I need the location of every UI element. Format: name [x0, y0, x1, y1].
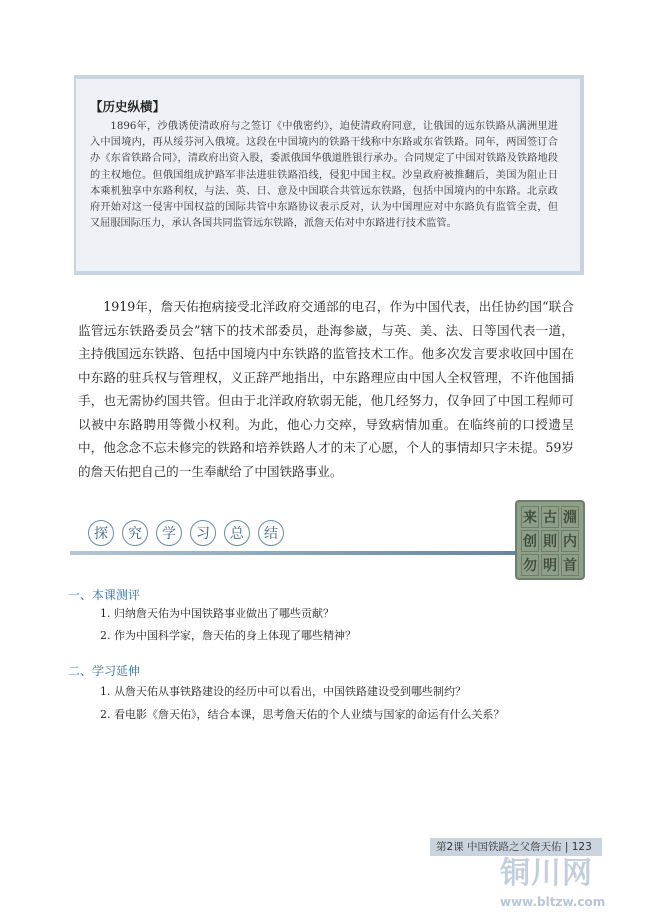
- seal-char: 内: [561, 530, 579, 552]
- banner-line: [70, 551, 570, 555]
- section-heading-extension: 二、学习延伸: [68, 664, 141, 678]
- question-item: 2. 作为中国科学家，詹天佑的身上体现了哪些精神？: [100, 629, 356, 642]
- page-footer: 第2课 中国铁路之父詹天佑 | 123: [436, 841, 592, 853]
- seal-char: 明: [541, 554, 559, 576]
- banner-char: 总: [224, 520, 250, 546]
- banner-char: 探: [88, 520, 114, 546]
- question-item: 1. 从詹天佑从事铁路建设的经历中可以看出，中国铁路建设受到哪些制约？: [100, 685, 466, 698]
- seal-stamp-icon: [515, 500, 585, 580]
- banner-char: 究: [122, 520, 148, 546]
- seal-char: 則: [541, 530, 559, 552]
- question-item: 2. 看电影《詹天佑》，结合本课，思考詹天佑的个人业绩与国家的命运有什么关系？: [100, 708, 505, 721]
- history-sidebox: [74, 75, 584, 275]
- banner-char: 习: [190, 520, 216, 546]
- seal-char: 勿: [521, 554, 539, 576]
- seal-char: 古: [541, 506, 559, 528]
- seal-char: 来: [521, 506, 539, 528]
- watermark-logo: 铜川网: [500, 856, 593, 891]
- question-item: 1. 归纳詹天佑为中国铁路事业做出了哪些贡献？: [100, 607, 334, 620]
- banner-char: 学: [156, 520, 182, 546]
- banner-title: [88, 520, 284, 546]
- seal-char: 首: [561, 554, 579, 576]
- sidebox-text: 1896年，沙俄诱使清政府与之签订《中俄密约》，迫使清政府同意，让俄国的远东铁路从满洲里进入中国境内，再从绥芬河入俄境。这段在中国境内的铁路干线称中东路或东省铁路。同年，两国签订合办《东省铁路合同》，清政府出资入股，委派俄国华俄道胜银行承办。合同规定了中国对铁路及铁路地段的主权地位。但俄国组成护路军非法进驻铁路沿线，侵犯中国主权。沙皇政府被推翻后，美国为阻止日本乘机独享中东路利权，与法、英、日、意及中国联合共管远东铁路，包括中国境内的中东路。北京政府开始对这一侵害中国权益的国际共管中东路协议表示反对，认为中国理应对中东路负有监管全责，但又屈服国际压力，承认各国共同监管远东铁路，派詹天佑对中东路进行技术监管。: [90, 121, 558, 230]
- banner-char: 结: [258, 520, 284, 546]
- main-paragraph: 1919年，詹天佑抱病接受北洋政府交通部的电召，作为中国代表，出任协约国“联合监管远东铁路委员会”辖下的技术部委员，赴海参崴，与英、美、法、日等国代表一道，主持俄国远东铁路、包括中国境内中东铁路的监管技术工作。他多次发言要求收回中国在中东路的驻兵权与管理权，义正辞严地指出，中东路理应由中国人全权管理，不许他国插手，也无需协约国共管。但由于北洋政府软弱无能，他几经努力，仅争回了中国工程师可以被中东路聘用等微小权利。为此，他心力交瘁，导致病情加重。在临终前的口授遗呈中，他念念不忘未修完的铁路和培养铁路人才的未了心愿，个人的事情却只字未提。59岁的詹天佑把自己的一生奉献给了中国铁路事业。: [78, 299, 574, 479]
- watermark-url: www.bltzw.com: [500, 895, 606, 909]
- seal-char: 淵: [561, 506, 579, 528]
- seal-char: 创: [521, 530, 539, 552]
- section-banner: [70, 520, 570, 562]
- sidebox-title: 【历史纵横】: [90, 99, 166, 114]
- section-heading-assessment: 一、本课测评: [68, 588, 141, 602]
